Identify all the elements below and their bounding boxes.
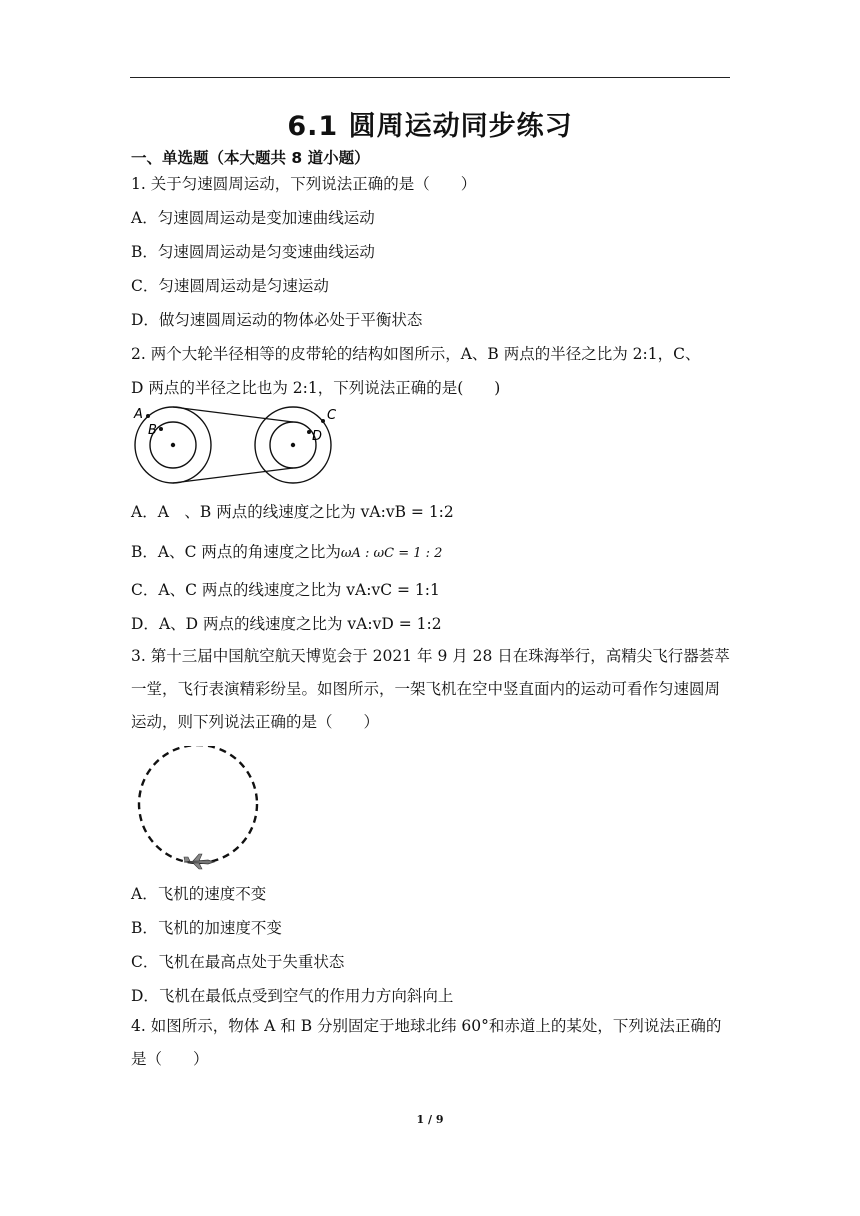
header-rule [130, 77, 730, 78]
label-c: C [327, 408, 337, 423]
label-d: D [312, 429, 323, 444]
label-a: A [134, 407, 143, 422]
formula-va-vc: vA:vC = 1:1 [346, 581, 440, 599]
q2-option-c: C．A、C 两点的线速度之比为 vA:vC = 1:1 [131, 581, 440, 599]
page-title: 6.1 圆周运动同步练习 [287, 111, 573, 142]
q3-option-c: C．飞机在最高点处于失重状态 [131, 953, 345, 971]
q2-stem-line1: 2. 两个大轮半径相等的皮带轮的结构如图所示，A、B 两点的半径之比为 2:1，C、 [131, 345, 701, 363]
airplane-icon [184, 854, 214, 869]
q3-option-b: B．飞机的加速度不变 [131, 919, 282, 937]
q1-option-c: C．匀速圆周运动是匀速运动 [131, 277, 329, 295]
formula-va-vd: vA:vD = 1:2 [347, 615, 442, 633]
q1-option-d: D．做匀速圆周运动的物体必处于平衡状态 [131, 311, 423, 329]
airplane-loop-figure [132, 746, 266, 872]
q2-option-a: A．A 、B 两点的线速度之比为 vA:vB = 1:2 [131, 503, 454, 521]
q1-option-a: A．匀速圆周运动是变加速曲线运动 [131, 209, 375, 227]
q3-option-d: D．飞机在最低点受到空气的作用力方向斜向上 [131, 987, 454, 1005]
q1-stem: 1. 关于匀速圆周运动，下列说法正确的是（ ） [131, 175, 477, 193]
q3-option-a: A．飞机的速度不变 [131, 885, 267, 903]
formula-va-vb: vA:vB = 1:2 [360, 503, 454, 521]
label-b: B [148, 423, 157, 438]
formula-omega: ωA : ωC = 1 : 2 [340, 546, 443, 561]
q2-option-d: D．A、D 两点的线速度之比为 vA:vD = 1:2 [131, 615, 442, 633]
section-heading: 一、单选题（本大题共 8 道小题） [131, 149, 370, 167]
q2-stem-line2: D 两点的半径之比也为 2:1，下列说法正确的是( ) [131, 379, 501, 397]
q3-stem: 3. 第十三届中国航空航天博览会于 2021 年 9 月 28 日在珠海举行，高精尖飞行器荟萃一堂，飞行表演精彩纷呈。如图所示，一架飞机在空中竖直面内的运动可看作匀速圆周运动，则下列说法正确的是（ ） [131, 647, 730, 731]
page-number: 1 / 9 [416, 1113, 444, 1126]
q2-option-b: B．A、C 两点的角速度之比为ωA : ωC = 1 : 2 [131, 543, 443, 561]
belt-pulley-figure [128, 402, 338, 488]
q1-option-b: B．匀速圆周运动是匀变速曲线运动 [131, 243, 375, 261]
q4-stem: 4. 如图所示，物体 A 和 B 分别固定于地球北纬 60°和赤道上的某处，下列说法正确的是（ ） [131, 1017, 722, 1068]
